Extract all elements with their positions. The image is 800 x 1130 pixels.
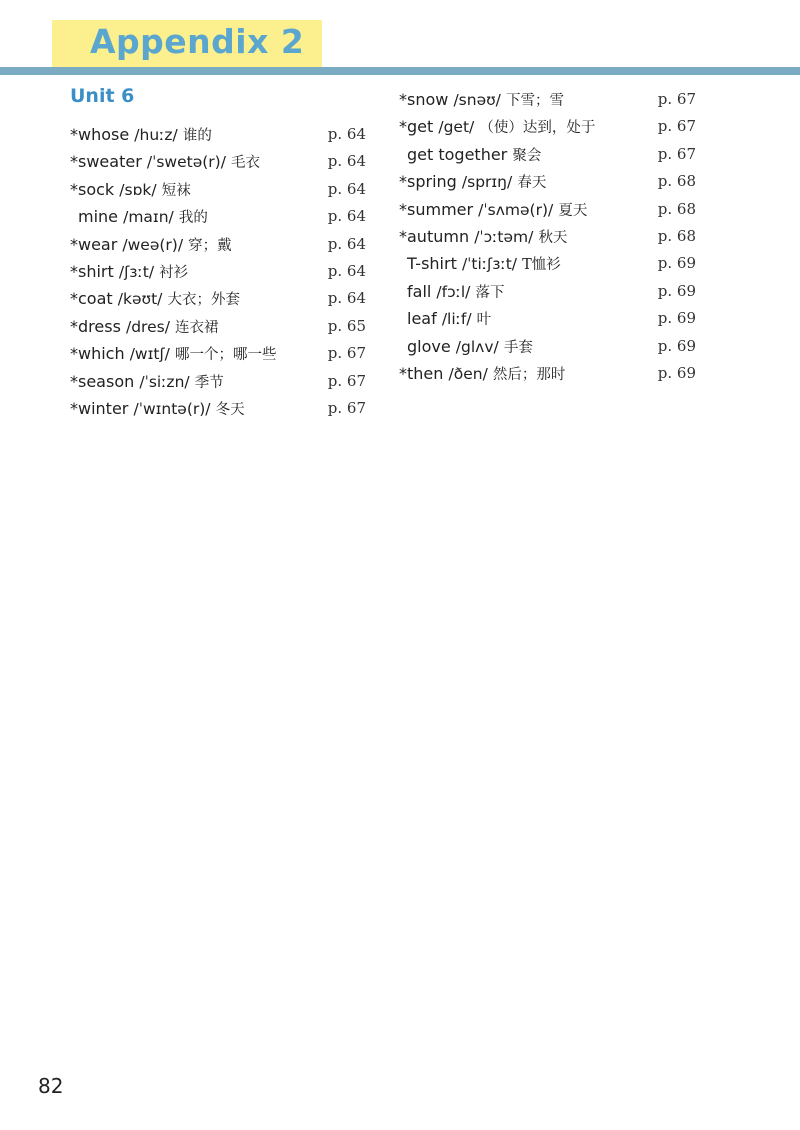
star-marker: *	[399, 226, 407, 246]
vocab-text	[78, 206, 208, 227]
vocab-entry	[399, 196, 696, 223]
vocab-text	[407, 253, 561, 274]
vocab-phonetic: /liːf/	[441, 310, 472, 329]
vocab-page-ref: p. 68	[657, 199, 696, 218]
vocab-text	[399, 171, 546, 192]
vocab-text	[70, 371, 224, 392]
vocab-phonetic: /wɪtʃ/	[129, 345, 170, 364]
vocab-page-ref: p. 65	[327, 316, 366, 335]
vocab-phonetic: /get/	[438, 118, 475, 137]
star-marker: *	[70, 289, 78, 309]
vocab-text	[70, 124, 212, 145]
vocab-phonetic: /ˈɔːtəm/	[474, 227, 534, 246]
vocab-word: leaf	[407, 309, 437, 329]
vocab-meaning: 季节	[194, 374, 224, 391]
vocab-meaning: 夏天	[558, 202, 588, 219]
vocab-phonetic: /ðen/	[448, 364, 488, 383]
vocab-entry	[399, 113, 696, 140]
vocab-text	[407, 144, 541, 165]
vocab-page-ref: p. 69	[657, 309, 696, 328]
vocab-meaning: 谁的	[182, 128, 212, 144]
page-title: Appendix 2	[90, 22, 305, 61]
vocab-text	[399, 226, 567, 247]
unit-heading: Unit 6	[70, 85, 135, 107]
title-divider	[0, 67, 800, 75]
vocab-page-ref: p. 67	[327, 344, 366, 363]
vocab-text	[70, 398, 245, 419]
page-number: 82	[38, 1074, 64, 1098]
vocab-word: summer	[407, 199, 474, 219]
vocab-phonetic: /maɪn/	[123, 208, 174, 227]
vocab-entry	[70, 395, 366, 422]
vocab-phonetic: /kəʊt/	[117, 290, 163, 309]
vocab-phonetic: /fɔːl/	[436, 282, 471, 301]
vocab-page-ref: p. 69	[657, 336, 696, 355]
vocab-entry	[70, 176, 366, 203]
vocab-word: coat	[78, 289, 113, 309]
vocab-meaning: 秋天	[538, 229, 568, 246]
vocab-entry	[70, 368, 366, 395]
vocab-entry	[70, 121, 366, 148]
vocab-meaning: （使）达到，处于	[479, 120, 596, 137]
vocab-word: snow	[407, 90, 449, 109]
vocab-phonetic: /snəʊ/	[453, 91, 501, 109]
vocab-page-ref: p. 64	[327, 179, 366, 198]
vocab-entry	[70, 203, 366, 230]
vocab-page-ref: p. 68	[657, 226, 696, 245]
vocab-meaning: 衬衫	[159, 264, 189, 281]
vocab-text	[70, 151, 260, 172]
vocab-phonetic: /huːz/	[134, 126, 178, 144]
vocab-page-ref: p. 67	[327, 371, 366, 390]
vocab-text	[70, 179, 191, 200]
vocab-word: shirt	[78, 261, 114, 281]
vocab-page-ref: p. 67	[327, 398, 366, 417]
vocab-word: season	[78, 371, 135, 391]
vocab-word: whose	[78, 125, 130, 144]
vocab-phonetic: /sɒk/	[119, 180, 157, 199]
vocab-phonetic: /dres/	[126, 317, 170, 336]
vocab-word: dress	[78, 316, 121, 336]
star-marker: *	[70, 261, 78, 281]
vocab-meaning: 哪一个；哪一些	[174, 347, 277, 364]
vocab-page-ref: p. 69	[657, 281, 696, 300]
vocab-text	[70, 234, 232, 255]
vocab-page-ref: p. 64	[327, 207, 366, 226]
vocab-page-ref: p. 68	[657, 172, 696, 191]
vocab-page-ref: p. 67	[657, 90, 696, 108]
vocab-column-left	[70, 121, 366, 422]
vocab-meaning: 毛衣	[231, 155, 261, 172]
star-marker: *	[399, 363, 407, 383]
vocab-text	[70, 261, 188, 282]
vocab-meaning: 聚会	[512, 147, 542, 164]
vocab-meaning: 春天	[517, 175, 547, 192]
star-marker: *	[399, 199, 407, 219]
vocab-word: get together	[407, 144, 508, 164]
vocab-word: spring	[407, 172, 457, 192]
vocab-entry	[399, 141, 696, 168]
vocab-word: glove	[407, 336, 451, 356]
vocab-meaning: 短袜	[161, 182, 191, 199]
vocab-entry	[70, 313, 366, 340]
vocab-phonetic: /ˈswetə(r)/	[146, 153, 226, 172]
vocab-word: mine	[78, 207, 119, 227]
vocab-text	[70, 316, 219, 337]
vocab-page-ref: p. 64	[327, 234, 366, 253]
vocab-page-ref: p. 69	[657, 254, 696, 273]
star-marker: *	[70, 344, 78, 364]
vocab-phonetic: /ˈsʌmə(r)/	[478, 200, 554, 219]
vocab-entry	[70, 258, 366, 285]
star-marker: *	[70, 234, 78, 254]
vocab-entry	[399, 250, 696, 277]
vocab-entry	[399, 333, 696, 360]
vocab-meaning: 冬天	[215, 401, 245, 418]
vocab-column-right	[399, 86, 696, 387]
vocab-phonetic: /ʃɜːt/	[118, 262, 155, 281]
vocab-text	[399, 363, 565, 384]
vocab-text	[70, 343, 276, 364]
vocab-meaning: 手套	[503, 339, 533, 356]
vocab-phonetic: /weə(r)/	[122, 235, 184, 254]
vocab-text	[70, 288, 240, 309]
vocab-word: T-shirt	[407, 254, 457, 274]
vocab-meaning: 落下	[475, 284, 505, 301]
vocab-meaning: T恤衫	[522, 257, 561, 274]
vocab-text	[407, 336, 533, 357]
vocab-entry	[399, 168, 696, 195]
vocab-phonetic: /sprɪŋ/	[461, 173, 513, 192]
vocab-entry	[399, 278, 696, 305]
vocab-meaning: 然后；那时	[492, 366, 566, 383]
vocab-meaning: 叶	[476, 312, 492, 329]
vocab-text	[399, 89, 564, 110]
vocab-page-ref: p. 64	[327, 289, 366, 308]
star-marker: *	[70, 125, 78, 144]
vocab-word: winter	[78, 398, 129, 418]
vocab-phonetic: /ˈsiːzn/	[139, 372, 190, 391]
vocab-text	[399, 116, 595, 137]
vocab-text	[399, 199, 587, 220]
star-marker: *	[399, 90, 407, 109]
star-marker: *	[399, 172, 407, 192]
vocab-phonetic: /ˈtiːʃɜːt/	[461, 255, 518, 274]
star-marker: *	[399, 117, 407, 137]
vocab-word: fall	[407, 281, 432, 301]
vocab-page-ref: p. 64	[327, 125, 366, 143]
star-marker: *	[70, 316, 78, 336]
vocab-word: then	[407, 363, 444, 383]
vocab-word: wear	[78, 234, 118, 254]
vocab-meaning: 穿；戴	[188, 237, 232, 254]
vocab-meaning: 大衣；外套	[167, 292, 240, 309]
vocab-word: sock	[78, 179, 115, 199]
vocab-page-ref: p. 64	[327, 152, 366, 171]
vocab-entry	[70, 148, 366, 175]
star-marker: *	[70, 152, 78, 172]
vocab-text	[407, 308, 491, 329]
vocab-meaning: 连衣裙	[175, 319, 219, 336]
vocab-entry	[399, 86, 696, 113]
vocab-phonetic: /glʌv/	[455, 337, 499, 356]
vocab-phonetic: /ˈwɪntə(r)/	[133, 399, 211, 418]
appendix-title-banner	[52, 20, 322, 68]
vocab-entry	[399, 223, 696, 250]
vocab-entry	[70, 285, 366, 312]
vocab-word: get	[407, 117, 434, 137]
vocab-word: which	[78, 344, 125, 364]
vocab-meaning: 下雪；雪	[506, 93, 565, 109]
vocab-page-ref: p. 67	[657, 117, 696, 136]
star-marker: *	[70, 179, 78, 199]
vocab-text	[407, 281, 504, 302]
star-marker: *	[70, 398, 78, 418]
vocab-entry	[399, 360, 696, 387]
vocab-entry	[399, 305, 696, 332]
star-marker: *	[70, 371, 78, 391]
vocab-page-ref: p. 67	[657, 144, 696, 163]
vocab-page-ref: p. 64	[327, 261, 366, 280]
vocab-page-ref: p. 69	[657, 363, 696, 382]
vocab-word: autumn	[407, 226, 470, 246]
vocab-entry	[70, 340, 366, 367]
vocab-meaning: 我的	[178, 210, 208, 227]
vocab-word: sweater	[78, 152, 142, 172]
vocab-entry	[70, 231, 366, 258]
